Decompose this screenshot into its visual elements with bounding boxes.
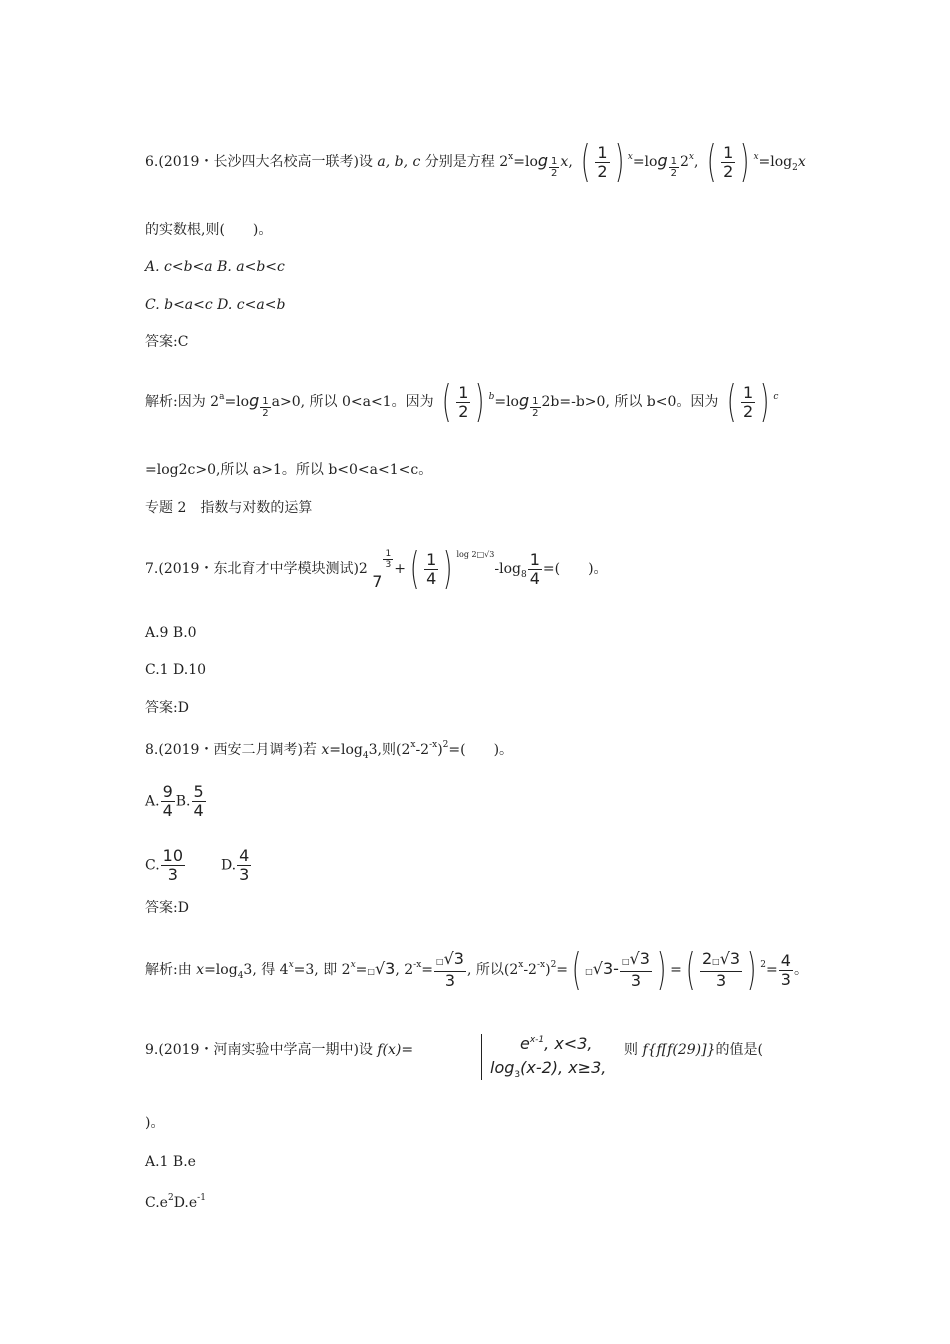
section-title: 专题 2 指数与对数的运算	[145, 500, 313, 516]
q8-options-ab: A. $\frac{9}{4}$ B. $\frac{5}{4}$	[145, 782, 204, 820]
q9-options-ab: A.1 B.e	[145, 1154, 196, 1170]
q7-stem: 7.(2019・东北育才中学模块测试)2 7 $\frac{1}{3}$ +( $\frac{1}{4}$ ) $^{log 2□√3}-\log_8$ $\frac{1}{4}$ =( )。	[145, 543, 608, 594]
q6-answer: 答案:C	[145, 334, 189, 350]
q6-options-cd: C. b<a<c D. c<a<b	[145, 297, 286, 313]
q7-options-cd: C.1 D.10	[145, 662, 207, 678]
q9-stem-right: 则 f{f[f(29)]}的值是(	[624, 1042, 763, 1058]
q6-options-ab: A. c<b<a B. a<b<c	[145, 259, 285, 275]
q9-stem: 9.(2019・河南实验中学高一期中)设 f(x)=	[145, 1042, 414, 1058]
q6-stem-tail: 的实数根,则( )。	[145, 222, 273, 238]
q7-options-ab: A.9 B.0	[145, 625, 197, 641]
q9-case-2: $\log_3(x-2)$, x≥3,	[490, 1058, 607, 1080]
q6-analysis: 解析:因为 $2^a=\log$ $\frac{1}{2}$ a>0, 所以 0<a<1。因为 ( $\frac{1}{2}$ ) $^b$=log $\frac{1}{2}$ 2b=-b>0, 所以 b<0。因为 ( $\frac{1}{2}$ ) $^c$	[145, 376, 779, 427]
q6-analysis-tail: =log2c>0,所以 a>1。所以 b<0<a<1<c。	[145, 462, 433, 478]
q8-answer: 答案:D	[145, 900, 189, 916]
q6-stem: 6.(2019・长沙四大名校高一联考)设 a, b, c 分别是方程 $2^x=\log$ $\frac{1}{2}$ x, ( $\frac{1}{2}$ ) $^x$=log $\frac{1}{2}$ 2$^x$, ( $\frac{1}{2}$ ) $^x=\log_2x$	[145, 136, 806, 187]
q8-analysis: 解析:由 $x=\log_43$, 得 $4^x=3$, 即 $2^x=□√3$, $2^{-x}=$ $\frac{□√3}{3}$ , 所以$(2^x-2^{-x})^2=$( □√3- $\frac{□√3}{3}$ ) =( $\frac{2□√3}{3}$ ) $^2$= $\frac{4}{3}$ 。	[145, 944, 808, 995]
q8-options-cd: C. $\frac{10}{3}$ D. $\frac{4}{3}$	[145, 846, 250, 884]
q9-case-1: $e^{x-1}$, x<3,	[520, 1034, 593, 1053]
q9-brace	[481, 1034, 488, 1080]
q8-stem: 8.(2019・西安二月调考)若 $x=\log_43$,则$(2^x-2^{-x})^2=$( )。	[145, 740, 514, 761]
q9-options-cd: $C.e^2D.e^{-1}$	[145, 1193, 206, 1211]
q9-stem-tail: )。	[145, 1115, 165, 1131]
q7-answer: 答案:D	[145, 700, 189, 716]
